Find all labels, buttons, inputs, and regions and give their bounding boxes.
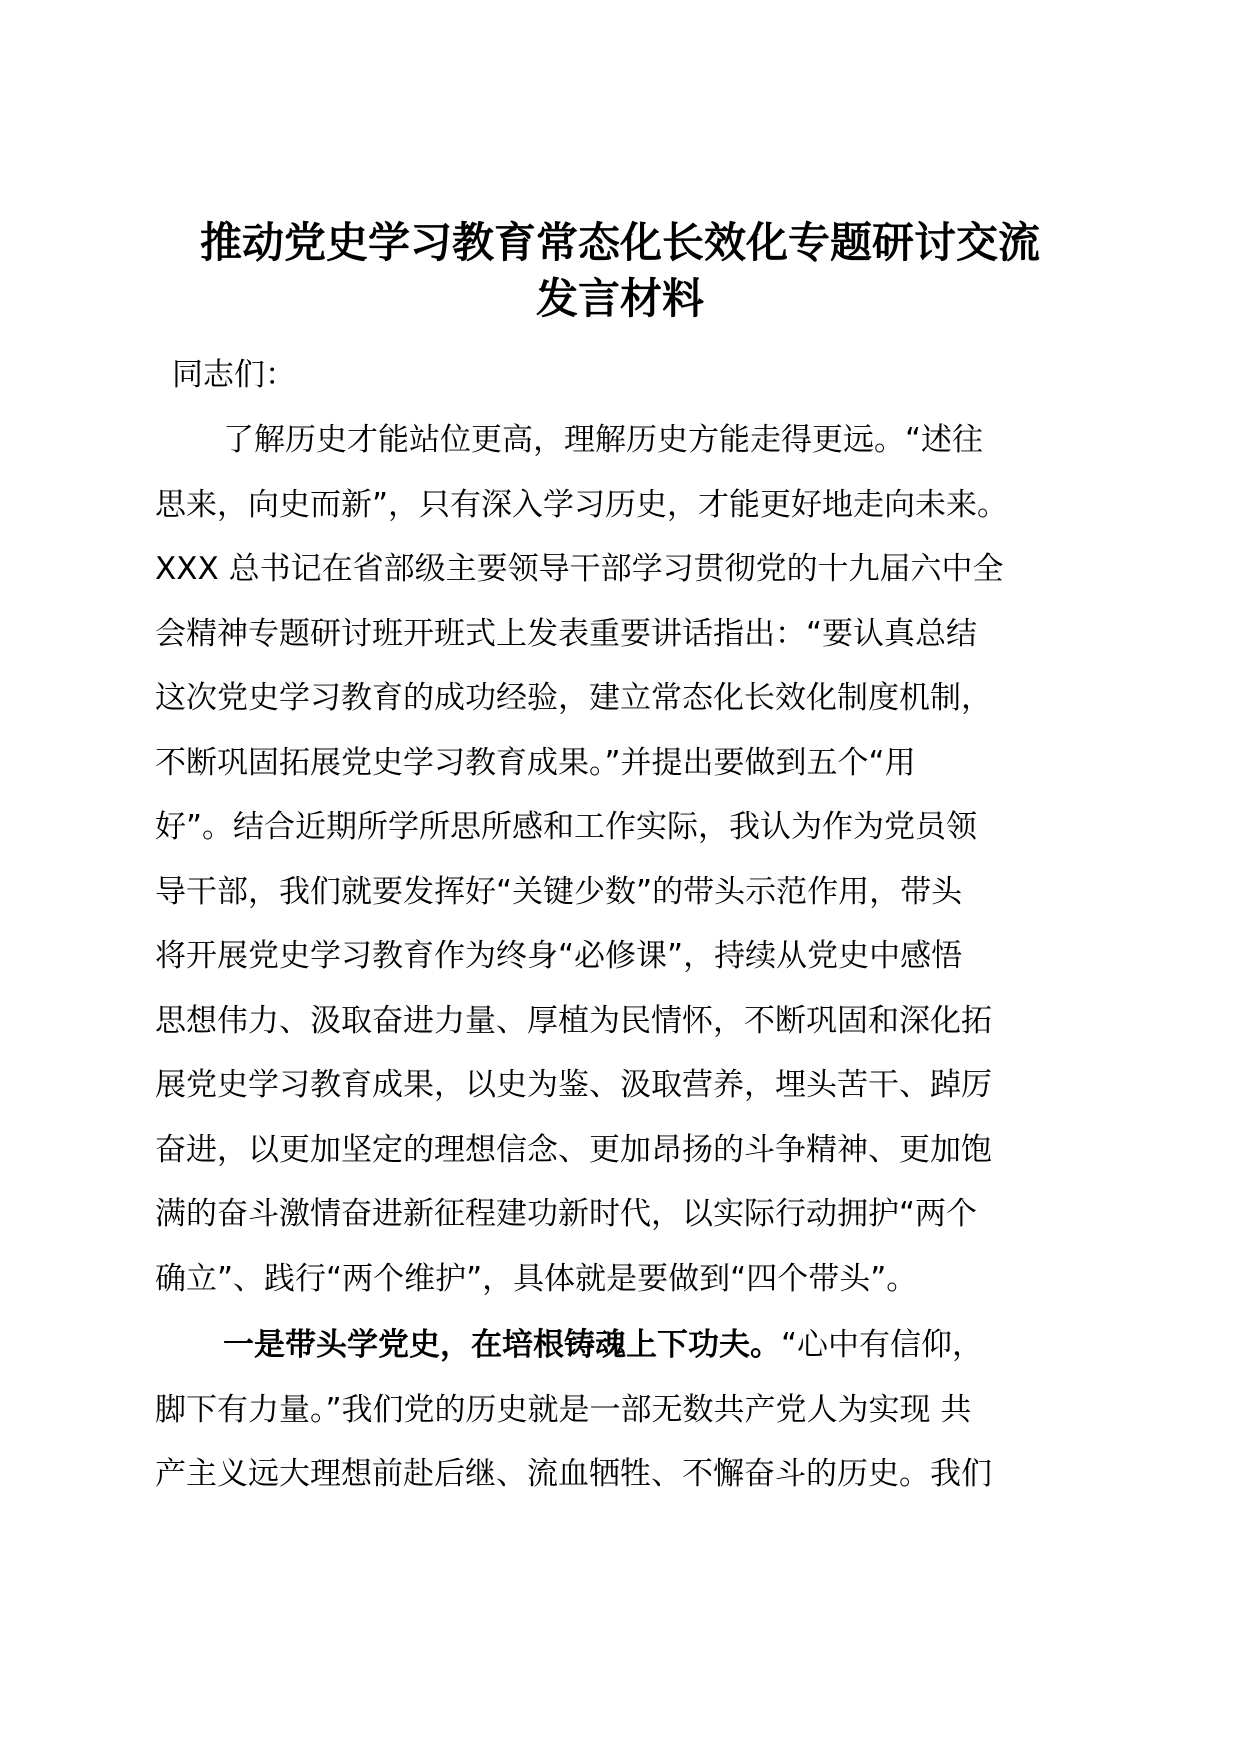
paragraph-line: 展党史学习教育成果，以史为鉴、汲取营养，埋头苦干、踔厉 — [155, 1067, 992, 1103]
paragraph-line: 确立”、践行“两个维护”，具体就是要做到“四个带头”。 — [155, 1260, 918, 1297]
paragraph-line: 会精神专题研讨班开班式上发表重要讲话指出：“要认真总结 — [155, 615, 978, 652]
paragraph-line: 导干部，我们就要发挥好“关键少数”的带头示范作用，带头 — [155, 873, 963, 910]
paragraph-line: 好”。结合近期所学所思所感和工作实际，我认为作为党员领 — [155, 809, 978, 845]
paragraph-line: XXX 总书记在省部级主要领导干部学习贯彻党的十九届六中全 — [155, 551, 1004, 587]
document-title — [150, 215, 1090, 327]
paragraph-line: 这次党史学习教育的成功经验，建立常态化长效化制度机制， — [155, 680, 992, 716]
paragraph-line: 脚下有力量。”我们党的历史就是一部无数共产党人为实现 共 — [155, 1391, 972, 1428]
paragraph-line: 将开展党史学习教育作为终身“必修课”，持续从党史中感悟 — [155, 938, 963, 974]
paragraph-line: 奋进，以更加坚定的理想信念、更加昂扬的斗争精神、更加饱 — [155, 1131, 992, 1168]
paragraph-line: 思想伟力、汲取奋进力量、厚植为民情怀，不断巩固和深化拓 — [155, 1002, 992, 1039]
greeting: 同志们： — [172, 357, 296, 393]
paragraph-line: 不断巩固拓展党史学习教育成果。”并提出要做到五个“用 — [155, 744, 916, 781]
paragraph-point-one — [155, 1313, 1115, 1507]
title-line-1: 推动党史学习教育常态化长效化专题研讨交流 — [199, 218, 1040, 267]
point-one-heading: 一是带头学党史，在培根铸魂上下功夫。 — [223, 1327, 781, 1363]
paragraph-line: 思来，向史而新”，只有深入学习历史，才能更好地走向未来。 — [155, 486, 1009, 523]
paragraph-line: 满的奋斗激情奋进新征程建功新时代，以实际行动拥护“两个 — [155, 1196, 978, 1232]
paragraph-line: 了解历史才能站位更高，理解历史方能走得更远。“述往 — [223, 422, 984, 458]
paragraph-lead-line — [155, 1313, 1115, 1378]
paragraph-intro — [155, 408, 1115, 1311]
point-one-quote-start: “心中有信仰， — [781, 1327, 984, 1363]
title-line-2: 发言材料 — [535, 274, 704, 323]
paragraph-line: 产主义远大理想前赴后继、流血牺牲、不懈奋斗的历史。我们 — [155, 1456, 992, 1492]
